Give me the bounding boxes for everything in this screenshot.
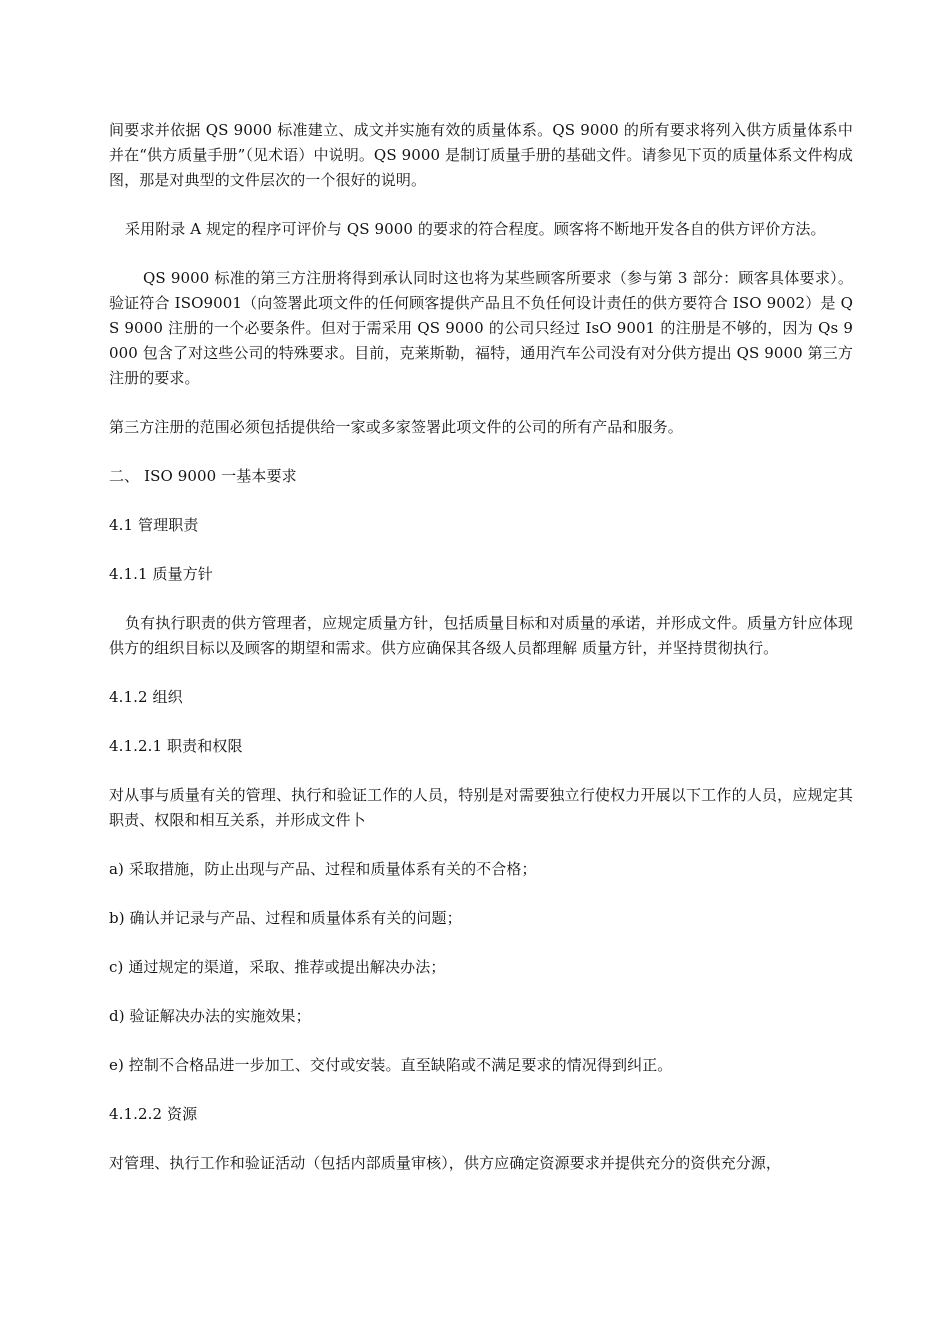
section-heading-quality-policy: 4.1.1 质量方针 (109, 565, 213, 583)
section-heading-management-responsibility: 4.1 管理职责 (109, 516, 199, 534)
list-item-d: d) 验证解决办法的实施效果； (109, 1007, 311, 1025)
paragraph-quality-system-documentation: 间要求并依据 QS 9000 标准建立、成文并实施有效的质量体系。QS 9000 的所有要求将列入供方质量体系中并在“供方质量手册”（见术语）中说明。QS 9000 是制订质量手册的基础文件。请参见下页的质量体系文件构成图，那是对典型的文件层次的一个很好的说明。 (109, 121, 853, 189)
list-item-c: c) 通过规定的渠道，采取、推荐或提出解决办法； (109, 958, 446, 976)
section-heading-responsibility-authority: 4.1.2.1 职责和权限 (109, 737, 243, 755)
list-item-e: e) 控制不合格品进一步加工、交付或安装。直至缺陷或不满足要求的情况得到纠正。 (109, 1056, 673, 1074)
section-heading-organization: 4.1.2 组织 (109, 688, 183, 706)
paragraph-third-party-registration: QS 9000 标准的第三方注册将得到承认同时这也将为某些顾客所要求（参与第 3 部分：顾客具体要求）。验证符合 ISO9001（向签署此项文件的任何顾客提供产品且不负任何设计责任的供方要符合 ISO 9002）是 QS 9000 注册的一个必要条件。但对于需采用 QS 9000 的公司只经过 IsO 9001 的注册是不够的，因为 Qs 9000 包含了对这些公司的特殊要求。目前，克莱斯勒，福特，通用汽车公司没有对分供方提出 QS 9000 第三方注册的要求。 (109, 269, 853, 387)
paragraph-registration-scope: 第三方注册的范围必须包括提供给一家或多家签署此项文件的公司的所有产品和服务。 (109, 418, 683, 436)
paragraph-appendix-a-evaluation: 采用附录 A 规定的程序可评价与 QS 9000 的要求的符合程度。顾客将不断地开发各自的供方评价方法。 (125, 220, 826, 238)
section-heading-resources: 4.1.2.2 资源 (109, 1105, 198, 1123)
list-item-b: b) 确认并记录与产品、过程和质量体系有关的问题； (109, 909, 462, 927)
paragraph-quality-policy: 负有执行职责的供方管理者，应规定质量方针，包括质量目标和对质量的承诺，并形成文件。质量方针应体现供方的组织目标以及顾客的期望和需求。供方应确保其各级人员都理解 质量方针，并坚持贯彻执行。 (109, 614, 853, 657)
list-item-a: a) 采取措施，防止出现与产品、过程和质量体系有关的不合格； (109, 860, 537, 878)
section-heading-basic-requirements: 二、 ISO 9000 一基本要求 (109, 467, 297, 485)
paragraph-personnel-responsibilities: 对从事与质量有关的管理、执行和验证工作的人员，特别是对需要独立行使权力开展以下工作的人员，应规定其职责、权限和相互关系，并形成文件卜 (109, 786, 853, 829)
paragraph-resources: 对管理、执行工作和验证活动（包括内部质量审核），供方应确定资源要求并提供充分的资供充分源， (109, 1154, 782, 1172)
document-body (109, 118, 853, 1200)
